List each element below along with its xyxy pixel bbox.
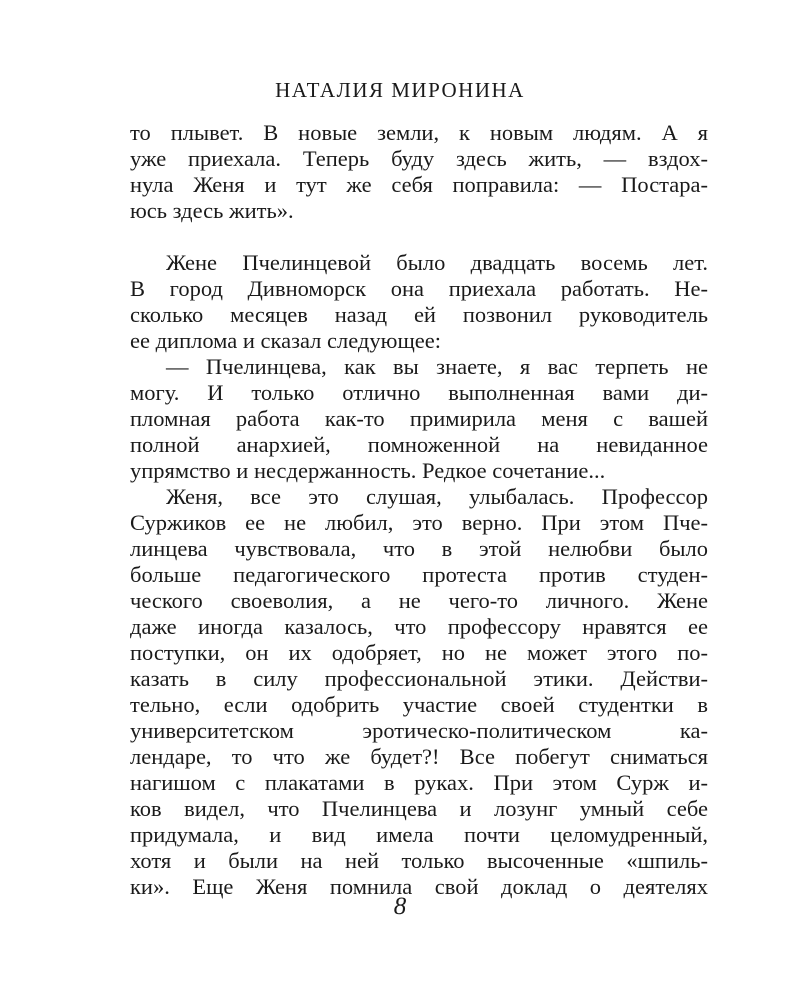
page-number: 8 [393,893,407,920]
text-line: нагишом с плакатами в руках. При этом Сурж и- [130,770,708,795]
text-line: нула Женя и тут же себя поправила: — Постара- [130,172,708,197]
text-line: казать в силу профессиональной этики. Действи- [130,666,708,691]
text-line: Женя, все это слушая, улыбалась. Профессор [166,484,708,509]
paragraph-gap [130,224,708,250]
text-line: Суржиков ее не любил, это верно. При этом Пче- [130,510,708,535]
text-line: пломная работа как-то примирила меня с вашей [130,406,708,431]
running-header: НАТАЛИЯ МИРОНИНА [275,78,525,102]
text-line: лендаре, то что же будет?! Все побегут сниматься [130,744,708,769]
text-line: — Пчелинцева, как вы знаете, я вас терпеть не [166,354,708,379]
text-line: тельно, если одобрить участие своей студентки в [130,692,708,717]
body-text [130,120,708,900]
text-line: то плывет. В новые земли, к новым людям. А я [130,120,708,145]
text-line: Жене Пчелинцевой было двадцать восемь лет. [166,250,708,275]
text-line: придумала, и вид имела почти целомудренный, [130,822,708,847]
text-line: ков видел, что Пчелинцева и лозунг умный себе [130,796,708,821]
text-line: сколько месяцев назад ей позвонил руководитель [130,302,708,327]
text-line: уже приехала. Теперь буду здесь жить, — вздох- [130,146,708,171]
text-line: В город Дивноморск она приехала работать. Не- [130,276,708,301]
text-line: даже иногда казалось, что профессору нравятся ее [130,614,708,639]
text-line: хотя и были на ней только высоченные «шпиль- [130,848,708,873]
text-line: упрямство и несдержанность. Редкое сочетание... [130,458,606,483]
text-line: ческого своеволия, а не чего-то личного. Жене [130,588,708,613]
text-line: могу. И только отлично выполненная вами ди- [130,380,708,405]
text-line: поступки, он их одобряет, но не может этого по- [130,640,708,665]
text-line: юсь здесь жить». [130,198,294,223]
text-line: ее диплома и сказал следующее: [130,328,441,353]
text-line: полной анархией, помноженной на невиданное [130,432,708,457]
text-line: больше педагогического протеста против студен- [130,562,708,587]
text-line: ки». Еще Женя помнила свой доклад о деятелях [130,874,708,899]
text-line: линцева чувствовала, что в этой нелюбви было [130,536,708,561]
text-line: университетском эротическо-политическом ка- [130,718,708,743]
